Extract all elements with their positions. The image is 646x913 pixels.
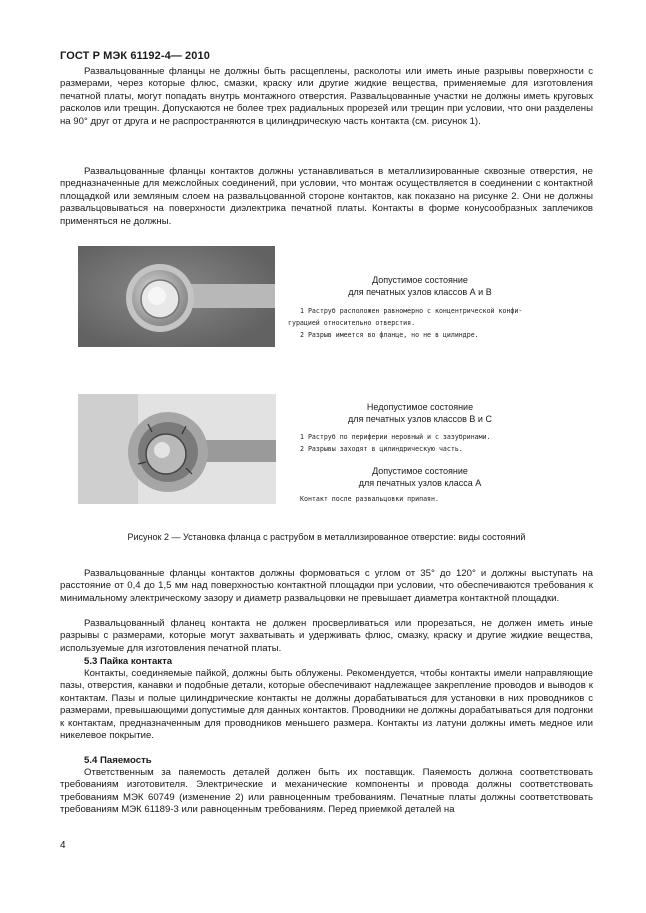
standard-header: ГОСТ Р МЭК 61192-4— 2010 — [60, 50, 210, 62]
intro-paragraph-1-text: Развальцованные фланцы не должны быть расщеплены, расколоты или иметь иные разрывы поверхности с размерами, через которые флюс, смазки, краску или другие жидкие вещества, применяемые для изготовления печатной платы, могут попадать внутрь монтажного отверстия. Развальцованные участки не должны иметь круговых расколов или трещин. Допускаются не более трех радиальных прорезей или трещин при условии, что они разделены на 90° друг от друга и не распространяются в цилиндрическую часть контакта (см. рисунок 1). — [60, 66, 593, 127]
flange-photo-unacceptable — [78, 394, 276, 504]
acceptable-note1-line1: 1 Раструб расположен равномерно с концентрической конфи- — [300, 307, 523, 315]
acceptable-title-line1: Допустимое состояние — [372, 275, 468, 285]
acceptable-title-line2: для печатных узлов классов А и В — [348, 286, 492, 297]
unacceptable-title-line2: для печатных узлов классов В и С — [348, 413, 492, 424]
intro-paragraph-2 — [60, 166, 593, 228]
body-paragraph-2 — [60, 618, 593, 655]
unacceptable-note2: 2 Разрывы заходят в цилиндрическую часть. — [300, 445, 463, 453]
acceptable-note2: 2 Разрыв имеется во фланце, но не в цилиндре. — [300, 331, 479, 339]
acceptable-a-note: Контакт после развальцовки припаян. — [300, 495, 439, 503]
acceptable-a-caption — [290, 466, 550, 489]
unacceptable-title-line1: Недопустимое состояние — [366, 402, 474, 412]
acceptable-note1-line2: гурацией относительно отверстия. — [288, 319, 416, 327]
section-5-4-paragraph-text: Ответственным за паяемость деталей должен быть их поставщик. Паяемость должна соответствовать требованиям изготовителя. Электрические и механические компоненты и провода должны соответствовать требованиям МЭК 60749 (изменение 2) или равноценным требованиям. Печатные платы должны соответствовать требованиям МЭК 61189-3 или равноценным требованиям. Перед приемкой деталей на — [60, 767, 593, 816]
flange-photo-acceptable — [78, 246, 275, 347]
acceptable-a-title-line2: для печатных узлов класса А — [358, 477, 482, 488]
section-5-3-heading: 5.3 Пайка контакта — [84, 656, 173, 667]
section-5-3-paragraph — [60, 668, 593, 742]
intro-paragraph-2-text: Развальцованные фланцы контактов должны устанавливаться в металлизированные сквозные отверстия, не предназначенные для межслойных соединений, при условии, что монтаж осуществляется в соединении с контактной площадкой или земляным слоем на развальцованной стороне контактов, как показано на рисунке 2. Они не должны развальцовываться на поверхности диэлектрика печатной платы. Контакты в форме конусообразных заплечиков применяться не должны. — [60, 166, 593, 227]
acceptable-caption — [290, 275, 550, 298]
section-5-4-paragraph — [60, 767, 593, 817]
figure-caption: Рисунок 2 — Установка фланца с раструбом в металлизированное отверстие: виды состояний — [127, 532, 526, 542]
acceptable-a-title-line1: Допустимое состояние — [372, 466, 468, 476]
body-paragraph-1-text: Развальцованные фланцы контактов должны формоваться с углом от 35° до 120° и должны выступать на расстояние от 0,4 до 1,5 мм над поверхностью контактной площадки при условии, что обеспечиваются требования к минимальному электрическому зазору и диаметр развальцовки не превышает диаметра контактной площадки. — [60, 568, 593, 604]
flange-unacceptable-image — [78, 394, 276, 504]
intro-paragraph-1 — [60, 66, 593, 128]
section-5-4-heading: 5.4 Паяемость — [84, 755, 152, 766]
body-paragraph-1 — [60, 568, 593, 605]
flange-acceptable-image — [78, 246, 275, 347]
section-5-3-paragraph-text: Контакты, соединяемые пайкой, должны быть облужены. Рекомендуется, чтобы контакты имели направляющие пазы, отверстия, канавки и подобные детали, которые обеспечивают надлежащее закрепление проводов и выводов к контактам. Пазы и полые цилиндрические контакты не должны дорабатываться для установки в них проводников с размерами, превышающими допустимые для данных контактов. Проводники не должны дорабатываться для подгонки к контактам, предназначенным для проводников меньшего размера. Контакты из латуни должны иметь медное или никелевое покрытие. — [60, 668, 593, 742]
body-paragraph-2-text: Развальцованный фланец контакта не должен просверливаться или прорезаться, не должен иметь иные разрывы с размерами, которые могут захватывать и удерживать флюс, смазку, краску и другие жидкие вещества, используемые для изготовления печатной платы. — [60, 618, 593, 654]
unacceptable-caption — [290, 402, 550, 425]
unacceptable-note1: 1 Раструб по периферии неровный и с зазубринами. — [300, 433, 491, 441]
page-number: 4 — [60, 840, 66, 851]
